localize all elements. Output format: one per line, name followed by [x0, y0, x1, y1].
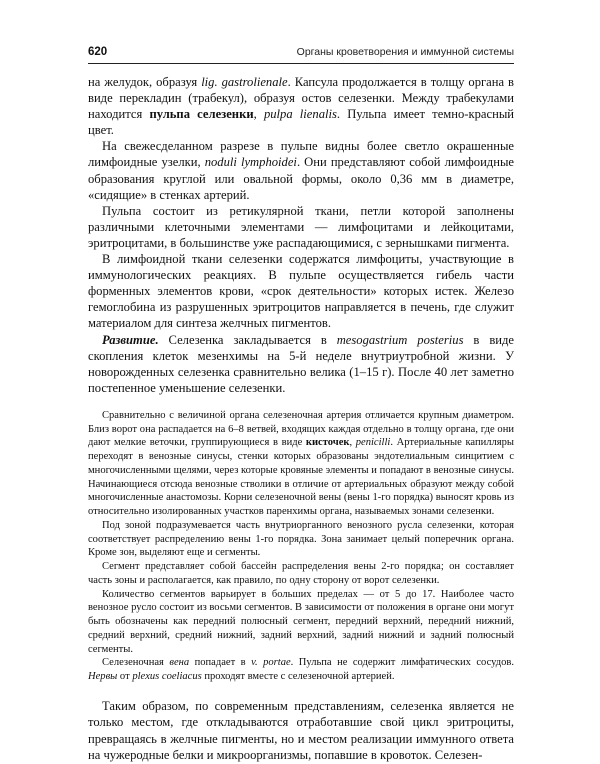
small-print-block: [88, 409, 514, 684]
text-run: проходят вместе с селезеночной артерией.: [201, 671, 395, 683]
text-run: . Пульпа имеет темно-красный цвет.: [88, 107, 515, 138]
text-run: Таким образом, по современным представлениям, селезенка является не только местом, где откладываются отработавшие свой цикл эритроциты, превращаясь в желчные пигменты, но и местом реализации иммунного ответа на чужеродные белки и микроорганизмы, попавшие в кровоток. Селезен-: [88, 698, 514, 763]
bold-term: кисточек: [305, 437, 350, 449]
text-run: Селезенка закладывается в: [158, 332, 337, 347]
page-number: 620: [88, 46, 108, 58]
italic-term: pulpa lienalis: [263, 107, 337, 122]
paragraph: [88, 138, 514, 202]
small-paragraph: [88, 519, 514, 560]
text-run: на желудок, образуя: [88, 75, 202, 89]
header-rule: [88, 63, 514, 64]
italic-term: noduli lymphoidei: [204, 155, 297, 170]
bold-term: пульпа селезенки: [149, 107, 254, 122]
italic-term: mesogastrium posterius: [336, 332, 464, 347]
small-paragraph: [88, 588, 514, 657]
text-run: от: [117, 671, 133, 683]
paragraph: [88, 74, 514, 138]
text-run: . Пульпа не содержит лимфатических сосудов.: [290, 657, 514, 669]
development-paragraph: [88, 332, 514, 396]
text-run: попадает в: [189, 657, 252, 669]
paragraph: [88, 251, 514, 331]
small-paragraph: [88, 409, 514, 519]
text-run: . Артериальные капилляры переходят в венозные синусы, стенки которых образованы эндотелиальным синцитием с многочисленными щелями, через которые кровяные элементы и попадают в венозные синусы. Начинающиеся отсюда венозные стволики в отличие от артериальных образуют между собой многочисленные анастомозы. Корни селезеночной вены (вены 1-го порядка) выносят кровь из относительно изолированных участков паренхимы органа, называемых зонами селезенки.: [88, 437, 514, 518]
conclusion-block: [88, 698, 514, 764]
text-run: Сегмент представляет собой бассейн распределения вены 2-го порядка; он составляет часть зоны и располагается, как правило, по одну сторону от ворот селезенки.: [88, 561, 514, 586]
italic-term: Нервы: [88, 671, 118, 683]
page-body: [88, 74, 514, 764]
bold-italic-term: Развитие.: [102, 332, 159, 347]
italic-term: lig. gastrolienale: [201, 75, 288, 89]
italic-term: plexus coeliacus: [132, 671, 202, 683]
text-run: ,: [349, 437, 356, 449]
text-run: Количество сегментов варьирует в больших пределах — от 5 до 17. Наиболее часто венозное русло состоит из восьми сегментов. В зависимости от положения в органе они могут быть обозначены как передний полюсный сегмент, передний верхний, передний нижний, средний верхний, средний нижний, задний верхний, задний нижний и задний полюсный сегменты.: [88, 588, 514, 655]
text-run: . Капсула продолжается в толщу органа в виде перекладин (трабекул), образуя остов селезенки. Между трабекулами находится: [88, 75, 514, 122]
text-run: На свежесделанном разрезе в пульпе видны более светло окрашенные лимфоидные узелки,: [88, 139, 514, 170]
running-title: Органы кроветворения и иммунной системы: [296, 46, 514, 58]
small-paragraph: [88, 656, 514, 684]
conclusion-paragraph: [88, 698, 514, 764]
text-run: В лимфоидной ткани селезенки содержатся лимфоциты, участвующие в иммунологических реакциях. В пульпе осуществляется гибель части форменных элементов крови, «срок деятельности» которых истек. Железо гемоглобина из разрушенных эритроцитов направляется в печень, где служит материалом для синтеза желчных пигментов.: [88, 252, 514, 331]
text-run: ,: [253, 107, 264, 122]
italic-term: v. portae: [251, 657, 291, 669]
text-run: . Они представляют собой лимфоидные образования круглой или овальной формы, около 0,36 мм в диаметре, «сидящие» в стенках артерий.: [88, 155, 515, 202]
paragraph: [88, 203, 514, 251]
text-run: в виде скопления клеток мезенхимы на 5-й неделе внутриутробной жизни. У новорожденных селезенка сравнительно велика (1–15 г). После 40 лет заметно постепенное уменьшение селезенки.: [88, 332, 514, 395]
text-run: Селезеночная: [102, 657, 170, 669]
text-run: Под зоной подразумевается часть внутриорганного венозного русла селезенки, которая соответствует распределению вены 1-го порядка. Зона занимает целый поперечник органа. Кроме зон, выделяют еще и сегменты.: [88, 519, 514, 559]
italic-term: вена: [169, 657, 190, 669]
main-text-block: [88, 74, 514, 396]
text-run: Сравнительно с величиной органа селезеночная артерия отличается крупным диаметром. Близ ворот она распадается на 6–8 ветвей, входящих каждая отдельно в толщу органа, где они дают мелкие веточки, группирующиеся в виде: [88, 409, 514, 449]
small-paragraph: [88, 560, 514, 588]
page-header: [88, 46, 514, 66]
text-run: Пульпа состоит из ретикулярной ткани, петли которой заполнены различными клеточными элементами — лимфоцитами и лейкоцитами, эритроцитами, в большинстве уже распадающимися, с зернышками пигмента.: [88, 203, 514, 250]
italic-term: penicilli: [355, 437, 391, 449]
